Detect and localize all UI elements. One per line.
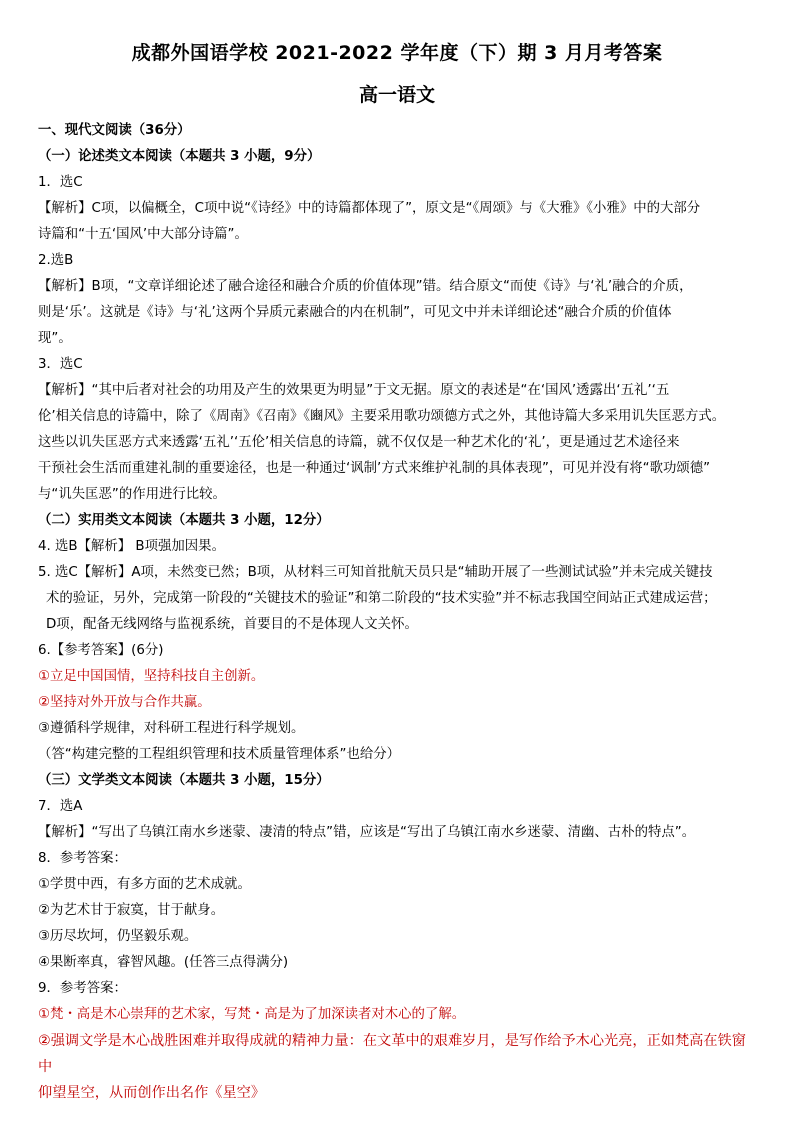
answer-line: 与“讥失匡恶”的作用进行比较。 — [38, 487, 226, 502]
answer-line: 9．参考答案： — [38, 981, 127, 996]
answer-line: 【解析】C项，以偏概全，C项中说“《诗经》中的诗篇都体现了”，原文是“《周颂》与《大雅》《小雅》中的大部分 — [38, 201, 701, 216]
answer-point: ③历尽坎坷，仍坚毅乐观。 — [38, 929, 198, 944]
answer-line: 干预社会生活而重建礼制的重要途径，也是一种通过‘讽制’方式来维护礼制的具体表现”，可见并没有将“歌功颂德” — [38, 461, 711, 476]
answer-line: 4. 选B【解析】 B项强加因果。 — [38, 539, 225, 554]
answer-line: 则是‘乐’。这就是《诗》与‘礼’这两个异质元素融合的内在机制”，可见文中并未详细论述“融合介质的价值体 — [38, 305, 672, 320]
answer-line: 8．参考答案： — [38, 851, 127, 866]
answer-line: 现”。 — [38, 331, 72, 346]
page-title: 成都外国语学校 2021-2022 学年度（下）期 3 月月考答案 — [131, 42, 663, 64]
answer-line: 2.选B — [38, 253, 74, 268]
answer-point-red: ①梵・高是木心崇拜的艺术家，写梵・高是为了加深读者对木心的了解。 — [38, 1007, 466, 1022]
answer-line: 这些以讥失匡恶方式来透露‘五礼’‘五伦’相关信息的诗篇，就不仅仅是一种艺术化的‘礼’，更是通过艺术途径来 — [38, 435, 680, 450]
answer-line: 6.【参考答案】(6分) — [38, 643, 164, 658]
answer-point: ④果断率真，睿智风趣。(任答三点得满分) — [38, 955, 289, 970]
answer-line: D项，配备无线网络与监视系统，首要目的不是体现人文关怀。 — [46, 617, 418, 632]
answer-point-red: 仰望星空，从而创作出名作《星空》 — [38, 1085, 266, 1101]
answer-point: ②为艺术甘于寂寞，甘于献身。 — [38, 903, 225, 918]
subsection-heading: （二）实用类文本阅读（本题共 3 小题，12分） — [38, 513, 330, 528]
answer-note: （答“构建完整的工程组织管理和技术质量管理体系”也给分） — [38, 747, 401, 762]
page-subtitle: 高一语文 — [358, 84, 435, 106]
answer-line: 7．选A — [38, 799, 83, 814]
answer-line: 【解析】“写出了乌镇江南水乡迷蒙、凄清的特点”错，应该是“写出了乌镇江南水乡迷蒙、清幽、古朴的特点”。 — [38, 825, 696, 840]
subsection-heading: （三）文学类文本阅读（本题共 3 小题，15分） — [38, 773, 330, 788]
answer-line: 【解析】B项，“文章详细论述了融合途径和融合介质的价值体现”错。结合原文“而使《诗》与‘礼’融合的介质， — [38, 279, 693, 294]
answer-line: 5. 选C【解析】A项，未然变已然；B项，从材料三可知首批航天员只是“辅助开展了一些测试试验”并未完成关键技 — [38, 565, 713, 580]
answer-line: 术的验证，另外，完成第一阶段的“关键技术的验证”和第二阶段的“技术实验”并不标志我国空间站正式建成运营； — [46, 591, 717, 606]
answer-point-red: ②坚持对外开放与合作共赢。 — [38, 695, 211, 710]
subsection-heading: （一）论述类文本阅读（本题共 3 小题，9分） — [38, 149, 321, 164]
answer-line: 1．选C — [38, 175, 83, 190]
answer-body — [38, 118, 758, 1106]
answer-line: 【解析】“其中后者对社会的功用及产生的效果更为明显”于文无据。原文的表述是“在‘国风’透露出‘五礼’‘五 — [38, 383, 670, 398]
answer-line: 3．选C — [38, 357, 83, 372]
answer-point: ①学贯中西，有多方面的艺术成就。 — [38, 877, 251, 892]
section-heading: 一、现代文阅读（36分） — [38, 123, 191, 138]
answer-line: 诗篇和“十五‘国风’中大部分诗篇”。 — [38, 227, 248, 242]
answer-point-red: ①立足中国国情，坚持科技自主创新。 — [38, 669, 265, 684]
answer-point-red: ②强调文学是木心战胜困难并取得成就的精神力量：在文革中的艰难岁月，是写作给予木心光亮，正如梵高在铁窗中 — [38, 1033, 746, 1075]
answer-point: ③遵循科学规律，对科研工程进行科学规划。 — [38, 721, 305, 736]
answer-line: 伦’相关信息的诗篇中，除了《周南》《召南》《豳风》主要采用歌功颂德方式之外，其他诗篇大多采用讥失匡恶方式。 — [38, 409, 726, 424]
